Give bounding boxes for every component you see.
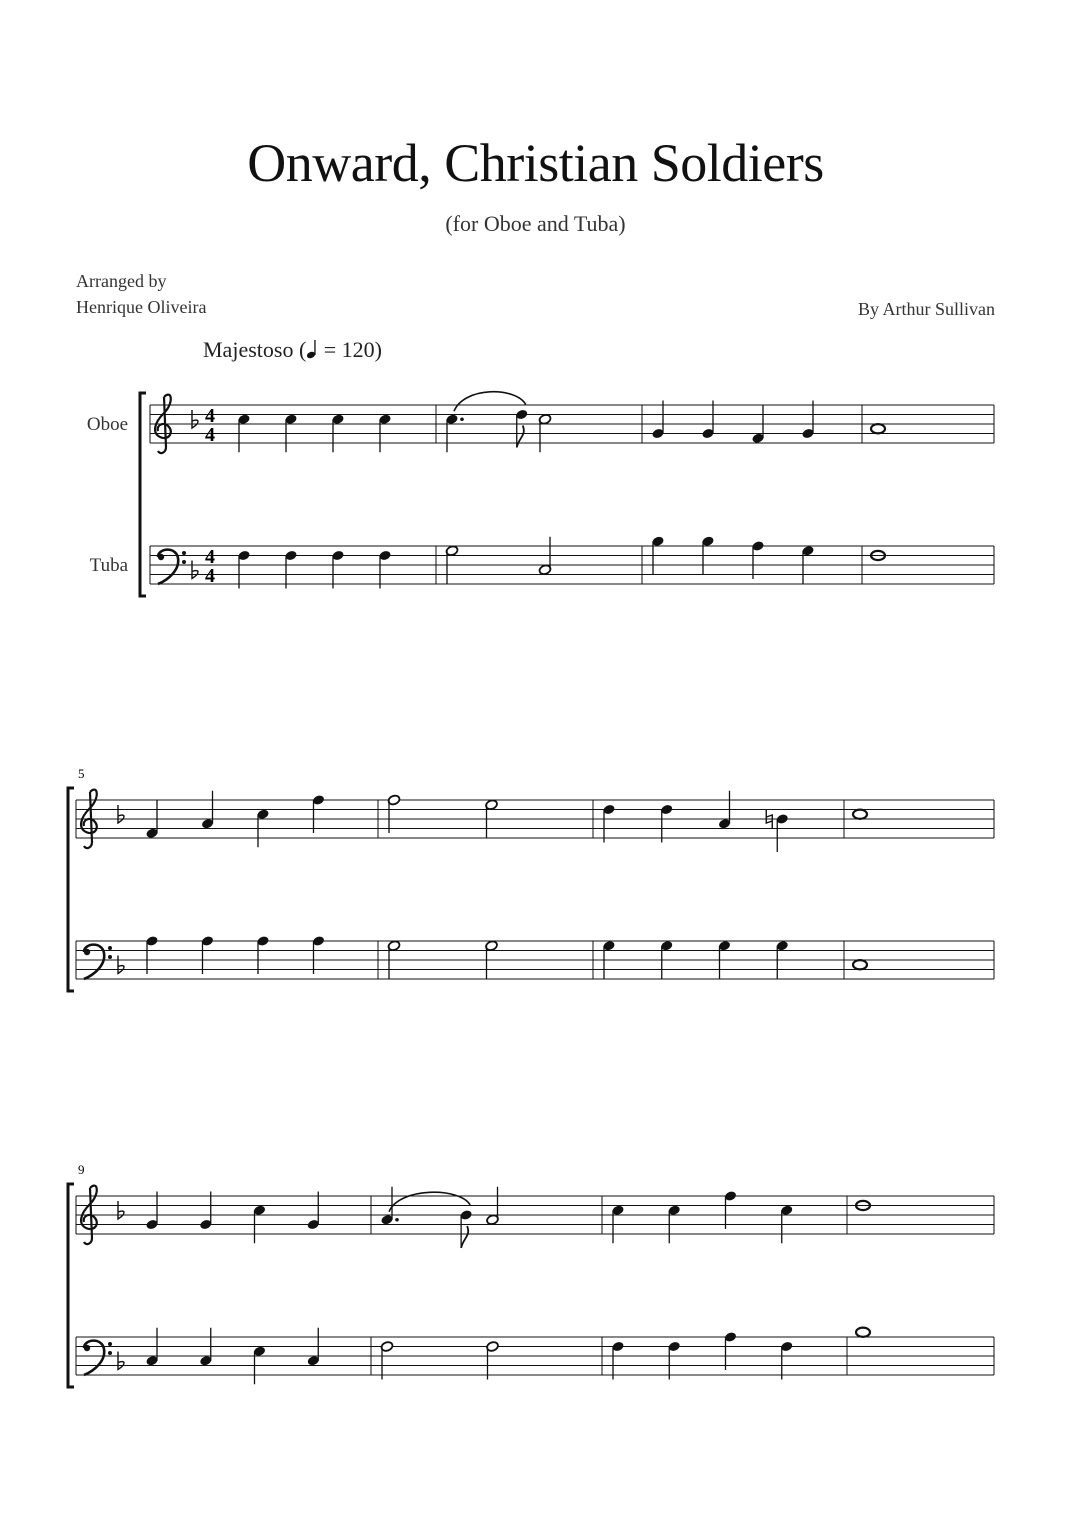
bass-clef-dot xyxy=(158,554,164,560)
tempo-value: = 120) xyxy=(318,337,382,362)
eighth-flag xyxy=(517,426,524,448)
note xyxy=(853,810,867,819)
note xyxy=(611,1341,624,1380)
note xyxy=(284,550,297,589)
system-bracket xyxy=(68,1184,74,1387)
note xyxy=(718,791,731,830)
time-signature-top: 4 xyxy=(205,405,215,427)
note xyxy=(611,1204,624,1243)
note xyxy=(199,1328,212,1367)
piece-title: Onward, Christian Soldiers xyxy=(247,133,824,193)
slur xyxy=(389,1192,470,1212)
note xyxy=(253,1345,266,1384)
bass-clef-icon xyxy=(84,945,112,979)
note xyxy=(380,1187,398,1226)
note xyxy=(331,550,344,589)
measure-number: 5 xyxy=(78,766,85,781)
whole-note-head xyxy=(871,424,885,433)
time-signature-bottom: 4 xyxy=(205,424,215,446)
system-bracket xyxy=(68,788,74,991)
bass-clef-icon xyxy=(84,1341,112,1375)
note xyxy=(378,413,391,452)
system xyxy=(68,766,994,991)
note xyxy=(237,413,250,452)
slur xyxy=(454,392,526,412)
note xyxy=(660,940,673,979)
note xyxy=(445,545,458,584)
whole-note-head xyxy=(853,810,867,819)
measure-number: 9 xyxy=(78,1162,85,1177)
note xyxy=(145,800,158,839)
flat-icon xyxy=(192,410,198,428)
instrument-label-oboe: Oboe xyxy=(86,414,128,435)
instrument-label-tuba: Tuba xyxy=(89,555,128,576)
note xyxy=(701,401,714,440)
time-signature-top: 4 xyxy=(205,546,215,568)
note xyxy=(602,804,615,843)
note xyxy=(766,809,789,852)
note xyxy=(331,413,344,452)
bass-clef-dot xyxy=(84,949,90,955)
composer-credit: By Arthur Sullivan xyxy=(857,299,995,319)
note xyxy=(853,960,867,969)
note xyxy=(538,537,551,576)
bass-clef-dot xyxy=(182,551,186,555)
bass-clef-dot xyxy=(108,955,112,959)
note xyxy=(751,405,764,444)
system-bracket xyxy=(140,393,146,596)
note xyxy=(751,540,764,579)
oboe-staff xyxy=(76,1196,994,1234)
flat-icon xyxy=(118,1201,124,1219)
note xyxy=(780,1204,793,1243)
note xyxy=(780,1341,793,1380)
oboe-staff xyxy=(150,405,994,443)
tuba-staff xyxy=(76,1337,994,1375)
tuba-staff xyxy=(150,546,994,584)
augmentation-dot xyxy=(460,417,464,421)
note xyxy=(651,535,664,574)
note xyxy=(651,401,664,440)
flat-icon xyxy=(192,561,198,579)
tempo-text: Majestoso ( xyxy=(203,337,307,362)
note xyxy=(380,1341,393,1380)
note xyxy=(856,1328,870,1337)
system xyxy=(68,1162,994,1387)
note xyxy=(871,424,885,433)
note xyxy=(145,935,158,974)
flat-icon xyxy=(118,805,124,823)
note xyxy=(801,545,814,584)
note xyxy=(387,940,400,979)
bass-clef-dot xyxy=(108,946,112,950)
augmentation-dot xyxy=(395,1218,399,1222)
note xyxy=(145,1328,158,1367)
note xyxy=(256,935,269,974)
note xyxy=(145,1192,158,1231)
note xyxy=(387,794,400,833)
flat-icon xyxy=(118,1352,124,1370)
note xyxy=(445,413,463,452)
note xyxy=(668,1341,681,1380)
note xyxy=(378,550,391,589)
note xyxy=(668,1204,681,1243)
note xyxy=(256,808,269,847)
flat-icon xyxy=(118,956,124,974)
instrumentation-subtitle: (for Oboe and Tuba) xyxy=(445,211,626,236)
note xyxy=(284,413,297,452)
time-signature-bottom: 4 xyxy=(205,565,215,587)
note xyxy=(199,1192,212,1231)
note xyxy=(201,791,214,830)
whole-note-head xyxy=(853,960,867,969)
arranger-name: Henrique Oliveira xyxy=(76,297,207,317)
note xyxy=(538,413,551,452)
note xyxy=(801,401,814,440)
note xyxy=(515,409,528,448)
note xyxy=(307,1328,320,1367)
note xyxy=(486,1187,499,1226)
note xyxy=(485,940,498,979)
note xyxy=(660,804,673,843)
note xyxy=(724,1331,737,1370)
note xyxy=(459,1209,472,1248)
bass-clef-dot xyxy=(84,1345,90,1351)
whole-note-head xyxy=(856,1328,870,1337)
note xyxy=(776,940,789,979)
note xyxy=(312,935,325,974)
note xyxy=(701,535,714,574)
note xyxy=(602,940,615,979)
bass-clef-dot xyxy=(182,560,186,564)
arranger-label: Arranged by xyxy=(76,271,167,291)
note xyxy=(312,794,325,833)
note xyxy=(724,1190,737,1229)
note xyxy=(485,799,498,838)
note xyxy=(486,1341,499,1380)
note xyxy=(237,550,250,589)
bass-clef-icon xyxy=(158,550,186,584)
bass-clef-dot xyxy=(108,1342,112,1346)
bass-clef-dot xyxy=(108,1351,112,1355)
eighth-flag xyxy=(461,1226,468,1248)
note xyxy=(201,935,214,974)
system xyxy=(87,392,994,596)
note xyxy=(718,940,731,979)
note xyxy=(253,1204,266,1243)
note xyxy=(307,1192,320,1231)
